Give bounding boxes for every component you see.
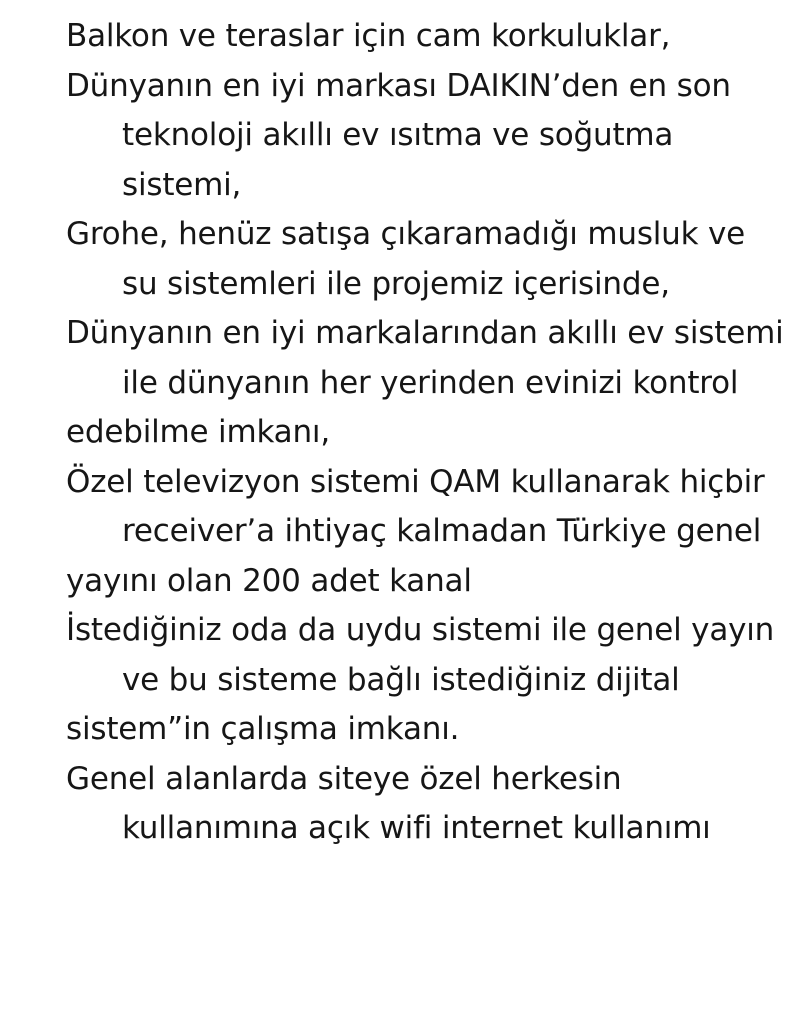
paragraph-qam-tv-continued: yayını olan 200 adet kanal xyxy=(66,562,472,599)
paragraph-glass-railings: Balkon ve teraslar için cam korkuluklar, xyxy=(66,18,671,54)
paragraph-satellite: İstediğiniz oda da uydu sistemi ile genel yayın ve bu sisteme bağlı istediğiniz dijital xyxy=(66,612,775,698)
paragraph-smart-home: Dünyanın en iyi markalarından akıllı ev sistemi ile dünyanın her yerinden evinizi kontrol xyxy=(66,315,784,401)
paragraph-smart-home-continued: edebilme imkanı, xyxy=(66,414,330,450)
paragraph-satellite-continued: sistem”in çalışma imkanı. xyxy=(66,711,460,747)
paragraph-daikin-climate: Dünyanın en iyi markası DAIKIN’den en son teknoloji akıllı ev ısıtma ve soğutma sistemi, xyxy=(66,67,731,203)
paragraph-grohe-faucets: Grohe, henüz satışa çıkaramadığı musluk ve su sistemleri ile projemiz içerisinde, xyxy=(66,216,746,302)
paragraph-wifi: Genel alanlarda siteye özel herkesin kullanımına açık wifi internet kullanımı xyxy=(66,760,711,846)
paragraph-qam-tv: Özel televizyon sistemi QAM kullanarak hiçbir receiver’a ihtiyaç kalmadan Türkiye genel xyxy=(66,463,765,549)
